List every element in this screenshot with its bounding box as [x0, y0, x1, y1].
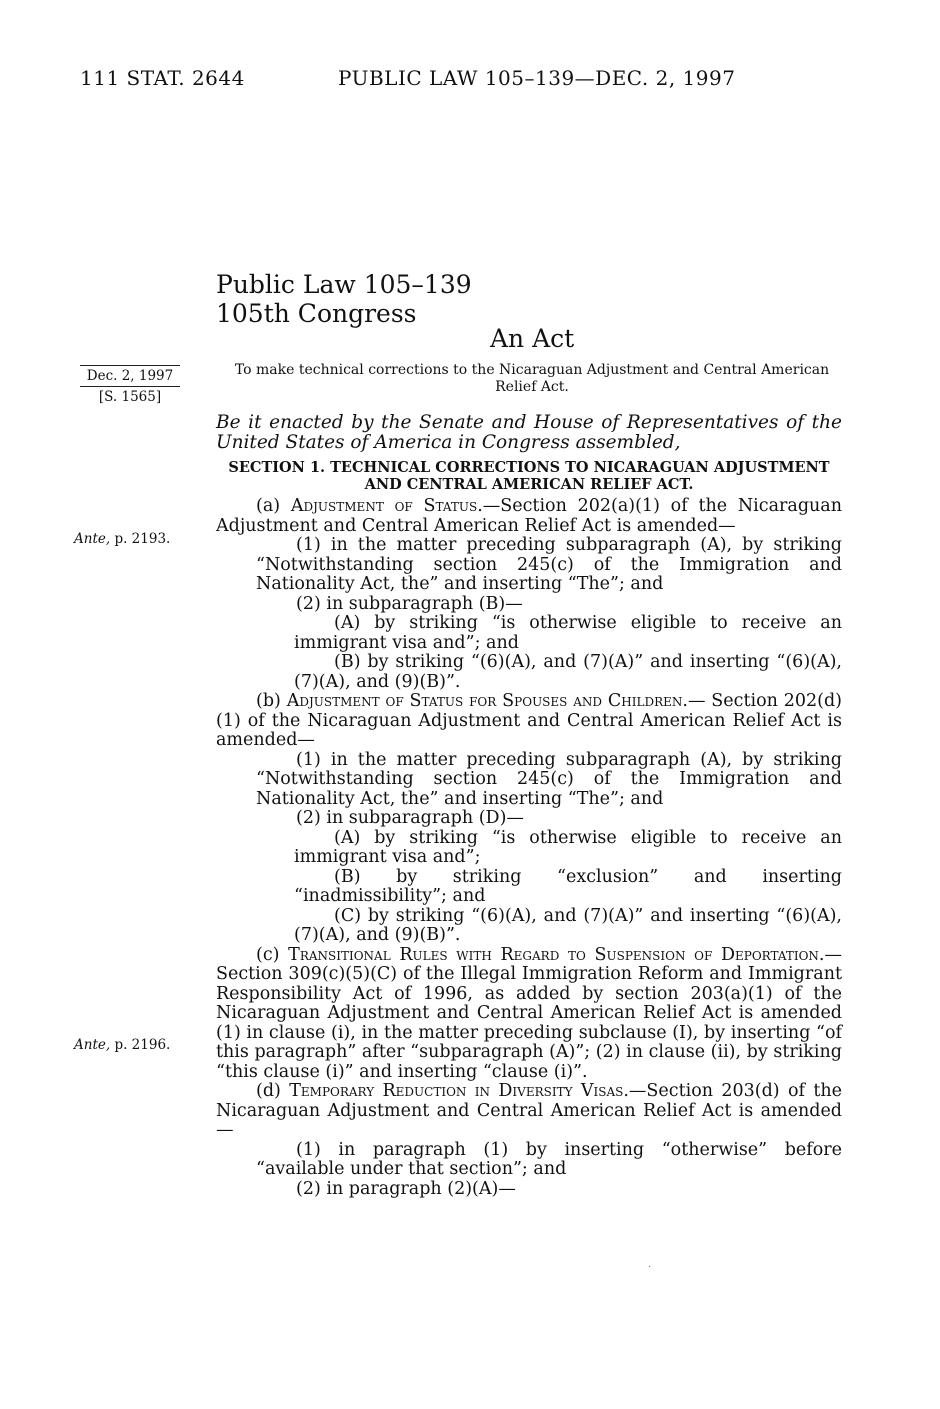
enacting-clause: Be it enacted by the Senate and House of Representatives of the United States of America in Congress assembled, [216, 412, 842, 453]
law-title-block [216, 270, 472, 328]
subparagraph-a2B: (B) by striking “(6)(A), and (7)(A)” and inserting “(6)(A), (7)(A), and (9)(B)”. [294, 652, 842, 692]
margin-date-note [80, 364, 180, 406]
paragraph-b1: (1) in the matter preceding subparagraph (A), by striking “Notwithstanding section 245(c) of the Immigration and Nationality Act, the” and inserting “The”; and [256, 749, 842, 809]
act-body [216, 413, 842, 1199]
paragraph-a2: (2) in subparagraph (B)— [296, 593, 523, 614]
law-citation: PUBLIC LAW 105–139—DEC. 2, 1997 [338, 66, 736, 90]
ante-word: Ante, [74, 531, 111, 547]
paragraph-b2: (2) in subparagraph (D)— [296, 808, 524, 828]
paragraph-d1: (1) in paragraph (1) by inserting “otherwise” before “available under that section”; and [256, 1139, 842, 1179]
bill-number: [S. 1565] [98, 389, 162, 405]
subparagraph-b2B: (B) by striking “exclusion” and inserting “inadmissibility”; and [294, 866, 842, 906]
margin-ante-note-2 [74, 1037, 170, 1053]
an-act-heading: An Act [490, 324, 575, 353]
paragraph-d2: (2) in paragraph (2)(A)— [296, 1178, 516, 1199]
stat-citation: 111 STAT. 2644 [80, 66, 245, 90]
subparagraph-b2A: (A) by striking “is otherwise eligible to receive an immigrant visa and”; [294, 827, 842, 867]
margin-rule-top [80, 365, 180, 366]
subsection-a: (a) Adjustment of Status.—Section 202(a)(1) of the Nicaraguan Adjustment and Central American Relief Act is amended— [216, 496, 842, 536]
subparagraph-a2A: (A) by striking “is otherwise eligible to receive an immigrant visa and”; and [294, 613, 842, 653]
margin-ante-note-1 [74, 531, 170, 547]
act-purpose: To make technical corrections to the Nicaraguan Adjustment and Central American Relief Act. [234, 362, 830, 395]
subsection-b: (b) Adjustment of Status for Spouses and Children.— Section 202(d)(1) of the Nicaraguan Adjustment and Central American Relief Act is amended— [216, 691, 842, 750]
paragraph-a1: (1) in the matter preceding subparagraph (A), by striking “Notwithstanding section 245(c) of the Immigration and Nationality Act, the” and inserting “The”; and [256, 535, 842, 594]
scan-speck: · [648, 1262, 652, 1273]
section-heading: SECTION 1. TECHNICAL CORRECTIONS TO NICARAGUAN ADJUSTMENT AND CENTRAL AMERICAN RELIEF ACT. [228, 459, 830, 493]
enactment-date: Dec. 2, 1997 [86, 368, 174, 384]
ante-word: Ante, [74, 1037, 111, 1053]
congress: 105th Congress [216, 299, 417, 328]
law-number: Public Law 105–139 [216, 270, 472, 299]
margin-rule-middle [80, 386, 180, 387]
subsection-d: (d) Temporary Reduction in Diversity Visas.—Section 203(d) of the Nicaraguan Adjustment and Central American Relief Act is amended— [216, 1081, 843, 1140]
subparagraph-b2C: (C) by striking “(6)(A), and (7)(A)” and inserting “(6)(A), (7)(A), and (9)(B)”. [294, 905, 842, 945]
subsection-c: (c) Transitional Rules with Regard to Suspension of Deportation.—Section 309(c)(5)(C) of the Illegal Immigration Reform and Immigrant Responsibility Act of 1996, as added by section 203(a)(1) of the Nicaraguan Adjustment and Central American Relief Act is amended (1) in clause (i), in the matter preceding subclause (I), by inserting “of this paragraph” after “subparagraph (A)”; (2) in clause (ii), by striking “this clause (i)” and inserting “clause (i)”. [216, 944, 842, 1082]
ante-page: p. 2196. [114, 1037, 171, 1053]
ante-page: p. 2193. [114, 531, 171, 547]
